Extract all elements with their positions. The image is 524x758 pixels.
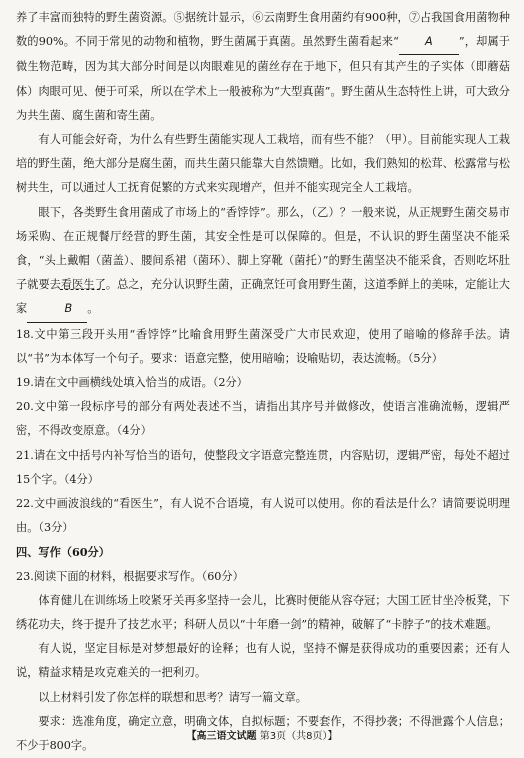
page-footer bbox=[0, 727, 524, 742]
passage-text: 。总之，充分认识野生菌，正确烹饪可食用野生菌，这道季鲜上的美味，定能让大家 bbox=[16, 278, 510, 316]
wavy-underlined-phrase: 看医生了 bbox=[60, 278, 106, 292]
footer-title: 【高三语文试题 bbox=[186, 731, 257, 742]
passage-text: 。 bbox=[87, 302, 99, 316]
passage-text: ⑤据统计显示，⑥云南野生食用菌约有900种，⑦占我国食用菌物种数的90%。不同于常见的动物和植物，野生菌属于真菌。虽然野生菌看起来“ bbox=[16, 11, 510, 49]
question-20: 20.文中第一段标序号的部分有两处表述不当，请指出其序号并做修改，使语言准确流畅，逻辑严密，不得改变原意。（4分） bbox=[16, 400, 510, 438]
writing-requirements: 要求：选准角度，确定立意，明确文体，自拟标题；不要套作，不得抄袭；不得泄露个人信息；不少于800字。 bbox=[16, 714, 510, 753]
passage-text: 眼下，各类野生食用菌成了市场上的“香饽饽”。那么，（乙）？一般来说，从正规野生菌交易市场采购、在正规餐厅经营的野生菌，其安全性是可以保障的。但是，不认识的野生菌坚决不能采食，“头上戴帽（菌盖）、腰间系裙（菌环）、脚上穿靴（菌托）”的野生菌坚决不能采食，否则吃坏肚子就要去 bbox=[16, 205, 510, 292]
passage-text: ”，却属于微生物范畴，因为其大部分时间是以肉眼难见的菌丝存在于地下，但只有其产生的子实体（即蘑菇体）肉眼可见、便于可采，所以在学术上一般被称为“大型真菌”。野生菌从生态特性上讲，可大致分为共生菌、腐生菌和寄生菌。 bbox=[16, 35, 510, 122]
blank-a: A bbox=[399, 30, 459, 55]
question-19: 19.请在文中画横线处填入恰当的成语。（2分） bbox=[16, 376, 248, 390]
material-paragraph-2: 有人说，坚定目标是对梦想最好的诠释；也有人说，坚持不懈是获得成功的重要因素；还有人说，精益求精是攻克难关的一把利刃。 bbox=[16, 642, 510, 680]
material-paragraph-1: 体育健儿在训练场上咬紧牙关再多坚持一会儿，比赛时便能从容夺冠；大国工匠甘坐冷板凳，下绣花功夫，终于提升了技艺水平；科研人员以“十年磨一剑”的精神，破解了“卡脖子”的技术难题。 bbox=[16, 593, 510, 632]
section-heading-writing: 四、写作（60分） bbox=[16, 545, 110, 560]
passage-text: 养了丰富而独特的野生菌资源。 bbox=[16, 11, 174, 24]
footer-page-number: 第3页（共8页）】 bbox=[259, 731, 338, 742]
question-18: 18.文中第三段开头用“香饽饽”比喻食用野生菌深受广大市民欢迎，使用了暗喻的修辞手法。请以“书”为本体写一个句子。要求：语意完整，使用暗喻；设喻贴切，表达流畅。（5分） bbox=[16, 327, 510, 365]
question-23: 23.阅读下面的材料，根据要求写作。（60分） bbox=[16, 569, 244, 583]
passage-paragraph-3 bbox=[16, 201, 510, 323]
passage-paragraph-2: 有人可能会好奇，为什么有些野生菌能实现人工栽培，而有些不能？（甲）。目前能实现人工栽培的野生菌，绝大部分是腐生菌，而共生菌只能靠大自然馈赠。比如，我们熟知的松茸、松露常与松树共生，可以通过人工抚育促繁的方式来实现增产，但并不能实现完全人工栽培。 bbox=[16, 133, 510, 195]
material-paragraph-3: 以上材料引发了你怎样的联想和思考？请写一篇文章。 bbox=[38, 690, 307, 704]
blank-b: B bbox=[27, 297, 87, 322]
passage-paragraph-1 bbox=[16, 6, 510, 128]
question-21: 21.请在文中括号内补写恰当的语句，使整段文字语意完整连贯，内容贴切，逻辑严密，每处不超过15个字。（4分） bbox=[16, 448, 510, 486]
question-22: 22.文中画波浪线的“看医生”，有人说不合语境，有人说可以使用。你的看法是什么？请简要说明理由。（3分） bbox=[16, 497, 510, 535]
